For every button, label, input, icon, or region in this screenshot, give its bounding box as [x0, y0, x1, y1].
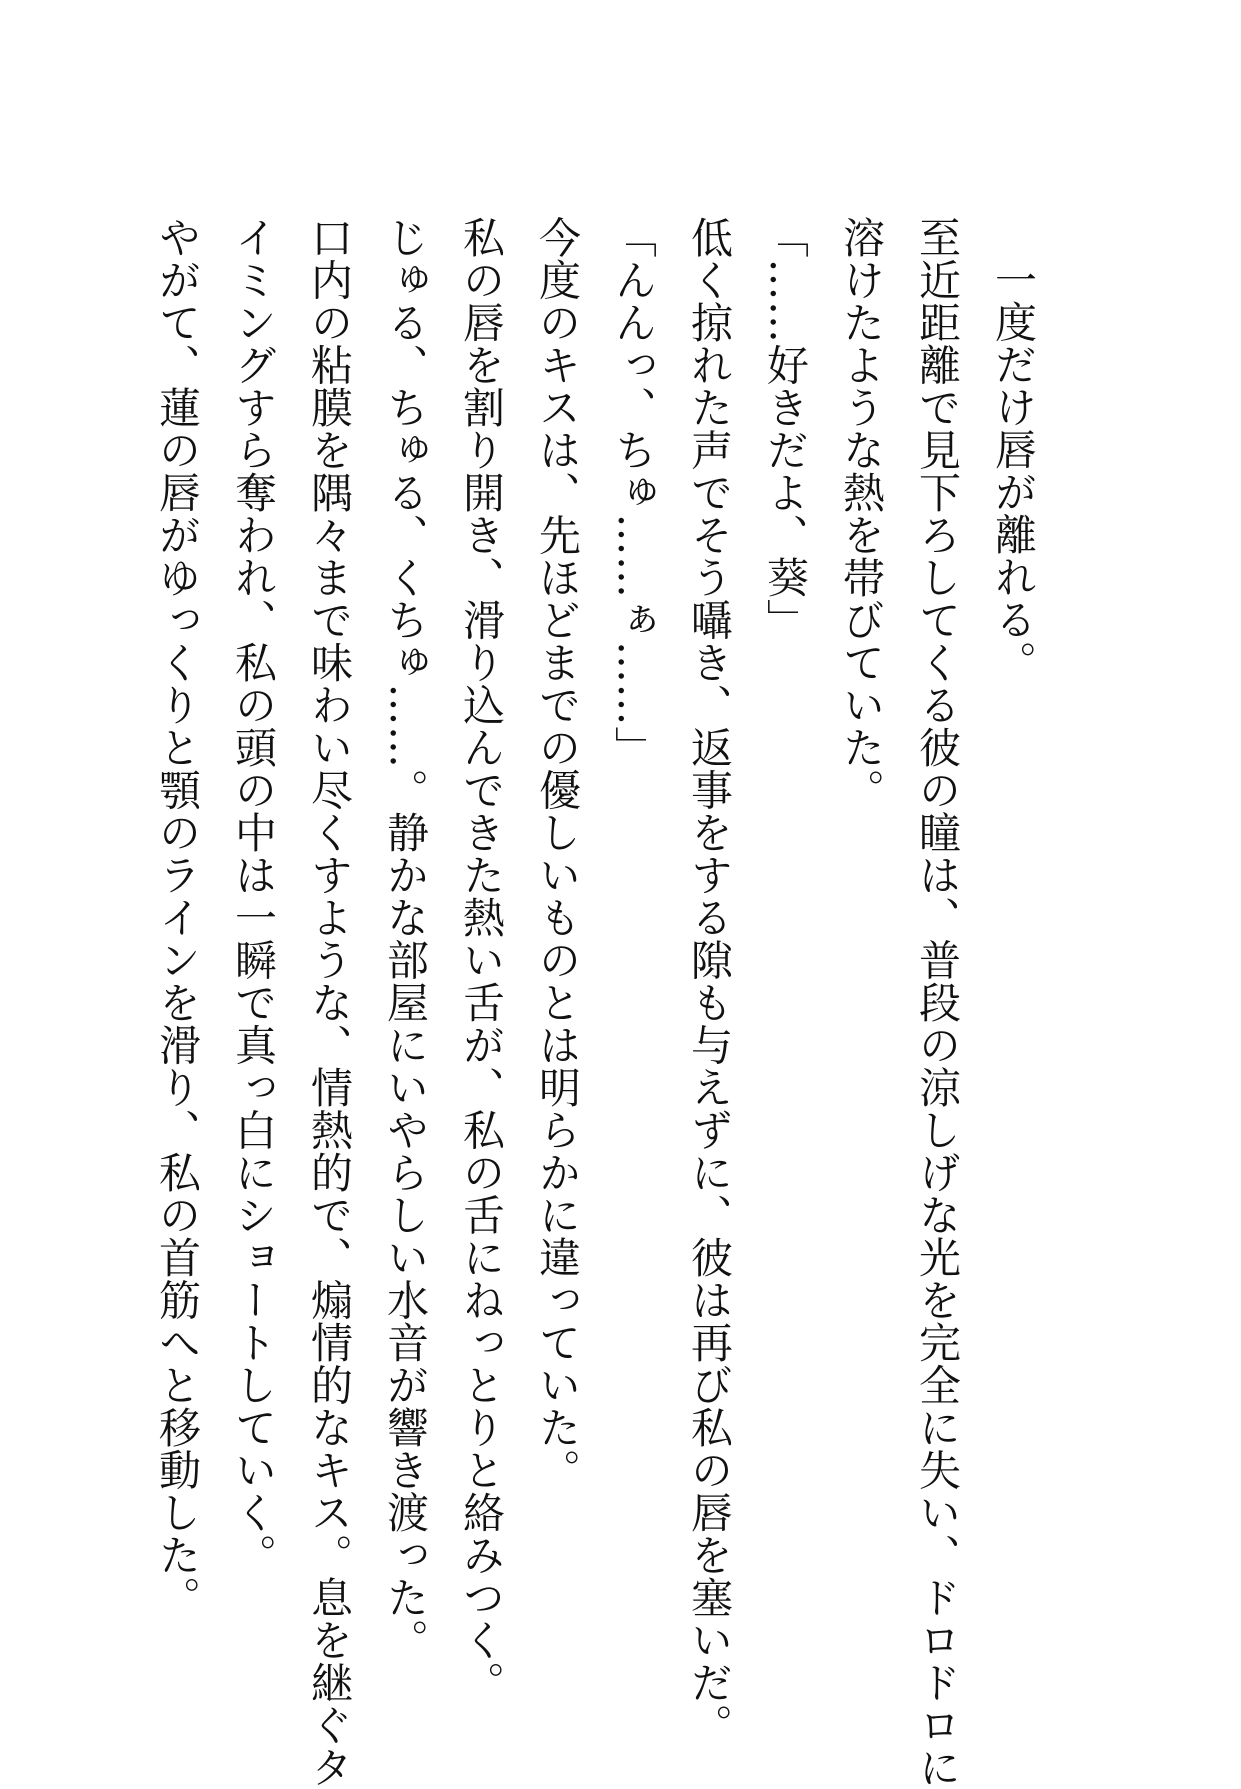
- text-line: 溶けたような熱を帯びていた。: [837, 216, 886, 811]
- text-line: 至近距離で見下ろしてくる彼の瞳は、普段の涼しげな光を完全に失い、ドロドロに: [913, 216, 962, 1789]
- text-line: 低く掠れた声でそう囁き、返事をする隙も与えずに、彼は再び私の唇を塞いだ。: [685, 216, 734, 1746]
- text-line: 一度だけ唇が離れる。: [989, 258, 1038, 683]
- text-line: じゅる、ちゅる、くちゅ……。静かな部屋にいやらしい水音が響き渡った。: [381, 216, 430, 1661]
- text-line: やがて、蓮の唇がゆっくりと顎のラインを滑り、私の首筋へと移動した。: [153, 216, 202, 1619]
- text-line: 「……好きだよ、葵」: [761, 216, 810, 641]
- text-line: イミングすら奪われ、私の頭の中は一瞬で真っ白にショートしていく。: [229, 216, 278, 1576]
- text-line: 今度のキスは、先ほどまでの優しいものとは明らかに違っていた。: [533, 216, 582, 1491]
- text-line: 「んんっ、ちゅ……ぁ……」: [609, 216, 658, 769]
- text-line: 私の唇を割り開き、滑り込んできた熱い舌が、私の舌にねっとりと絡みつく。: [457, 216, 506, 1704]
- vertical-text-body: [139, 216, 1051, 1789]
- text-line: 口内の粘膜を隅々まで味わい尽くすような、情熱的で、煽情的なキス。息を継ぐタ: [305, 216, 354, 1789]
